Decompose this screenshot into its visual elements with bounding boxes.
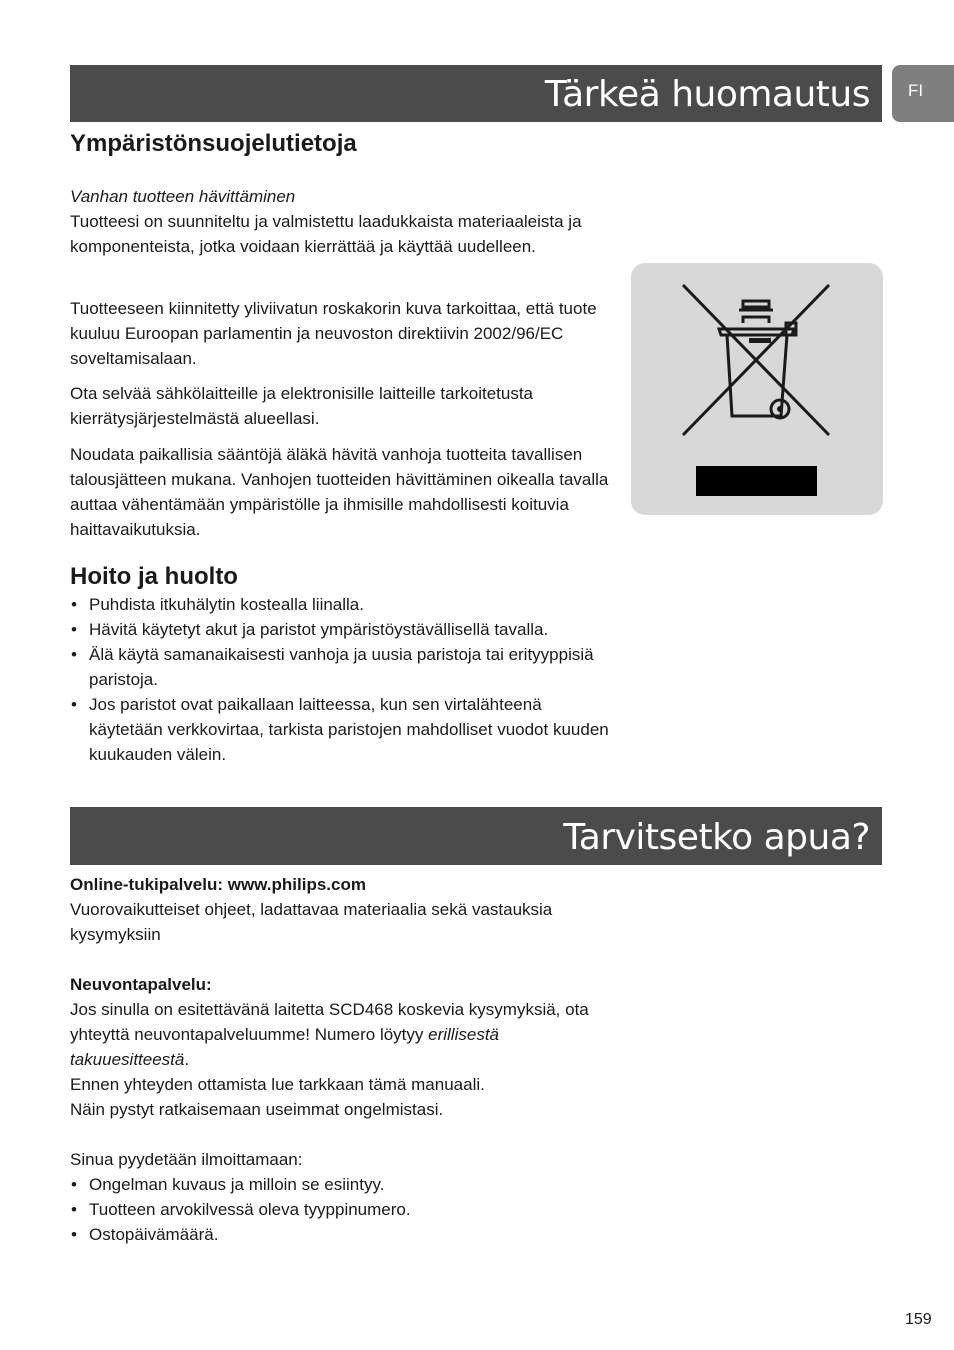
report-list xyxy=(70,1172,615,1247)
environment-paragraph-block xyxy=(70,381,610,431)
help-body xyxy=(70,872,615,1247)
report-intro: Sinua pyydetään ilmoittamaan: xyxy=(70,1150,303,1169)
spacer xyxy=(70,947,615,972)
manual-line: Näin pystyt ratkaisemaan useimmat ongelmistasi. xyxy=(70,1100,444,1119)
section-banner-important-note xyxy=(70,65,882,122)
list-item: • Ostopäivämäärä. xyxy=(70,1222,615,1247)
care-list-block xyxy=(70,592,615,767)
section-banner-need-help xyxy=(70,807,882,865)
banner-title: Tarvitsetko apua? xyxy=(563,817,870,858)
environment-paragraph-block xyxy=(70,296,610,371)
online-support-heading: Online-tukipalvelu: www.philips.com xyxy=(70,875,366,894)
page-number: 159 xyxy=(905,1311,932,1328)
care-heading: Hoito ja huolto xyxy=(70,563,238,590)
list-item: • Tuotteen arvokilvessä oleva tyyppinumero. xyxy=(70,1197,615,1222)
list-item: • Ongelman kuvaus ja milloin se esiintyy. xyxy=(70,1172,615,1197)
environment-paragraph-block xyxy=(70,442,610,542)
language-tab xyxy=(892,65,954,122)
environment-paragraph: Ota selvää sähkölaitteille ja elektronisille laitteille tarkoitetusta kierrätysjärjestelmästä alueellasi. xyxy=(70,384,534,428)
spacer xyxy=(70,1122,615,1147)
disposal-subheading: Vanhan tuotteen hävittäminen xyxy=(70,187,296,206)
environment-body xyxy=(70,184,610,259)
weee-symbol-panel xyxy=(631,263,883,515)
advice-service-text xyxy=(70,997,615,1072)
banner-title: Tärkeä huomautus xyxy=(544,74,870,115)
language-tab-label: FI xyxy=(908,81,924,100)
environment-paragraph: Noudata paikallisia sääntöjä äläkä hävitä vanhoja tuotteita tavallisen talousjätteen mukana. Vanhojen tuotteiden hävittäminen oikealla tavalla auttaa vähentämään ympäristölle ja ihmisille mahdollisesti koituvia haittavaikutuksia. xyxy=(70,445,609,539)
advice-text: Jos sinulla on esitettävänä laitetta SCD468 koskevia kysymyksiä, ota yhteyttä neuvontapalveluumme! Numero löytyy xyxy=(70,1000,589,1044)
online-support-text: Vuorovaikutteiset ohjeet, ladattavaa materiaalia sekä vastauksia kysymyksiin xyxy=(70,900,553,944)
manual-line: Ennen yhteyden ottamista lue tarkkaan tämä manuaali. xyxy=(70,1075,485,1094)
list-item: • Puhdista itkuhälytin kostealla liinalla. xyxy=(70,592,615,617)
environment-paragraph: Tuotteesi on suunniteltu ja valmistettu laadukkaista materiaaleista ja komponenteista, jotka voidaan kierrättää ja käyttää uudelleen. xyxy=(70,212,582,256)
crossed-out-wheelie-bin-icon xyxy=(631,263,883,515)
list-item: • Jos paristot ovat paikallaan laitteessa, kun sen virtalähteenä käytetään verkkovirtaa, tarkista paristojen mahdolliset vuodot kuuden kuukauden välein. xyxy=(70,692,615,767)
care-list xyxy=(70,592,615,767)
environment-heading: Ympäristönsuojelutietoja xyxy=(70,130,357,157)
list-item: • Älä käytä samanaikaisesti vanhoja ja uusia paristoja tai erityyppisiä paristoja. xyxy=(70,642,615,692)
advice-end: . xyxy=(184,1050,190,1069)
advice-service-heading: Neuvontapalvelu: xyxy=(70,975,212,994)
environment-paragraph: Tuotteeseen kiinnitetty yliviivatun roskakorin kuva tarkoittaa, että tuote kuuluu Euroopan parlamentin ja neuvoston direktiivin 2002/96/EC soveltamisalaan. xyxy=(70,299,597,368)
list-item: • Hävitä käytetyt akut ja paristot ympäristöystävällisellä tavalla. xyxy=(70,617,615,642)
advice-italic-text: erillisestä takuuesitteestä xyxy=(70,1025,499,1069)
